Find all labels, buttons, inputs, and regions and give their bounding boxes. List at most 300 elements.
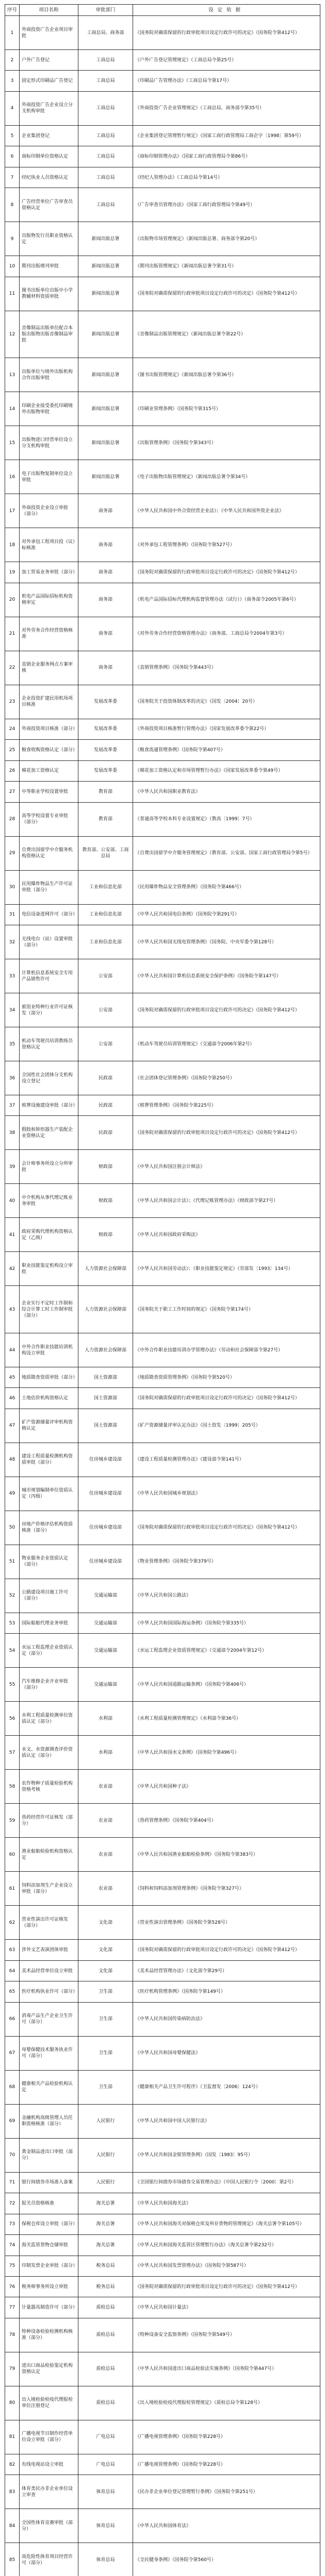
approval-department: 住房城乡建设部: [78, 1511, 133, 1545]
item-name: 职业技能鉴定机构设立审批: [20, 1252, 78, 1286]
table-row: [5, 1906, 320, 1940]
legal-basis: 《建设工程质量检测管理办法》（建设部令第141号）: [133, 1443, 320, 1477]
legal-basis: 《中华人民共和国海关监管区管理暂行办法》（海关总署令第232号）: [133, 2235, 320, 2256]
legal-basis: 《中华人民共和国计算机信息系统安全保护条例》（国务院令第147号）: [133, 959, 320, 993]
table-row: [5, 904, 320, 925]
table-row: [5, 188, 320, 222]
row-number: 50: [5, 1511, 20, 1545]
legal-basis: 《企业集团登记管理暂行规定》（国家工商行政管理局工商企字〔1998〕第59号）: [133, 125, 320, 146]
legal-basis: 《出入境检验检疫代理报检管理规定》（质检总局令第128号）: [133, 2386, 320, 2420]
table-row: [5, 2318, 320, 2352]
legal-basis: 《中华人民共和国计量法》: [133, 2297, 320, 2318]
row-number: 67: [5, 2036, 20, 2070]
legal-basis: 《兽药管理条例》（国务院令第404号）: [133, 1804, 320, 1838]
table-row: [5, 1613, 320, 1633]
table-row: [5, 528, 320, 562]
row-number: 82: [5, 2454, 20, 2475]
approval-department: 财政部: [78, 1184, 133, 1218]
header-number: 序号: [5, 5, 20, 16]
table-row: [5, 494, 320, 528]
row-number: 21: [5, 617, 20, 651]
legal-basis: 《中华人民共和国海关对保税仓库及所存货物的管理规定》（海关总署令第105号）: [133, 2214, 320, 2234]
legal-basis: 《中华人民共和国渔业船舶检验条例》（国务院令第383号）: [133, 1838, 320, 1872]
row-number: 59: [5, 1804, 20, 1838]
table-row: [5, 1770, 320, 1804]
legal-basis: 《直销管理条例》（国务院令第443号）: [133, 651, 320, 685]
legal-basis: 《对外承包工程管理条例》（国务院令第527号）: [133, 528, 320, 562]
table-row: [5, 1477, 320, 1511]
table-row: [5, 2352, 320, 2386]
row-number: 46: [5, 1388, 20, 1409]
item-name: 健康相关产品检验机构认定: [20, 2070, 78, 2104]
approval-department: 工商总局: [78, 91, 133, 125]
legal-basis: 《水运工程监理企业资质管理规定》（交通部令2004年第12号）: [133, 1634, 320, 1668]
legal-basis: 《饲料和饲料添加剂管理条例》（国务院令第327号）: [133, 1872, 320, 1906]
item-name: 有线电视站设立审批: [20, 2454, 78, 2475]
legal-basis: 《中华人民共和国海关法》: [133, 2193, 320, 2214]
item-name: 矿产资源储量评审机构资格认定: [20, 1409, 78, 1443]
legal-basis: 《矿产资源储量评审认定办法》（国土资发〔1999〕205号）: [133, 1409, 320, 1443]
table-row: [5, 71, 320, 91]
approval-department: 住房城乡建设部: [78, 1477, 133, 1511]
legal-basis: 《中华人民共和国水文条例》（国务院令第496号）: [133, 1736, 320, 1770]
item-name: 建设工程质量检测机构资质审批（部分）: [20, 1443, 78, 1477]
approval-department: 工商总局: [78, 167, 133, 188]
approval-department: 税务总局: [78, 2256, 133, 2276]
item-name: 电子出版物复制单位设立审批: [20, 460, 78, 494]
legal-basis: 《广告审查员管理办法》（国家工商行政管理局令第49号）: [133, 188, 320, 222]
table-row: [5, 311, 320, 358]
item-name: 期刊出版增刊审批: [20, 256, 78, 277]
table-row: [5, 1981, 320, 2002]
table-row: [5, 426, 320, 460]
item-name: 饲料添加剂生产企业设立审批（部分）: [20, 1872, 78, 1906]
approval-department: 人民银行: [78, 2138, 133, 2172]
approval-department: 教育部: [78, 802, 133, 836]
legal-basis: 《国务院对确需保留的行政审批项目设定行政许可的决定》（国务院令第412号）: [133, 1940, 320, 1960]
table-row: [5, 1027, 320, 1061]
row-number: 24: [5, 719, 20, 739]
item-name: 保税仓库设立审批（部分）: [20, 2214, 78, 2234]
row-number: 5: [5, 125, 20, 146]
row-number: 30: [5, 870, 20, 904]
legal-basis: 《民用爆炸物品安全管理条例》（国务院令第466号）: [133, 870, 320, 904]
row-number: 9: [5, 222, 20, 256]
row-number: 36: [5, 1061, 20, 1095]
table-row: [5, 1218, 320, 1252]
approval-department: 体育总局: [78, 2543, 133, 2576]
item-name: 民用爆炸物品生产许可证审批（部分）: [20, 870, 78, 904]
approval-department: 商务部: [78, 528, 133, 562]
approval-department: 税务总局: [78, 2277, 133, 2297]
legal-basis: 《机动车驾驶员培训管理规定》（交通部令2006年第2号）: [133, 1027, 320, 1061]
row-number: 39: [5, 1150, 20, 1184]
row-number: 2: [5, 50, 20, 71]
legal-basis: 《中华人民共和国母婴保健法》: [133, 2036, 320, 2070]
table-row: [5, 1940, 320, 1960]
row-number: 1: [5, 16, 20, 50]
legal-basis: 《中华人民共和国中外合资经营企业法》；《中华人民共和国外资企业法》: [133, 494, 320, 528]
approval-department: 工商总局: [78, 188, 133, 222]
legal-basis: 《国务院对确需保留的行政审批项目设定行政许可的决定》（国务院令第412号）: [133, 277, 320, 311]
approval-department: 国土资源部: [78, 1388, 133, 1409]
item-name: 高等学校设置专业审批（部分）: [20, 802, 78, 836]
legal-basis: 《国务院关于职工工作时间的规定》（国务院令第174号）: [133, 1286, 320, 1333]
legal-basis: 《美术品经营管理办法》（文化部令第29号）: [133, 1960, 320, 1981]
table-row: [5, 16, 320, 50]
legal-basis: 《中华人民共和国政府采购法》: [133, 1218, 320, 1252]
row-number: 32: [5, 925, 20, 959]
table-row: [5, 993, 320, 1027]
approval-department: 质检总局: [78, 2297, 133, 2318]
legal-basis: 《国务院对确需保留的行政审批项目设定行政许可的决定》（国务院令第412号）: [133, 16, 320, 50]
approval-department: 文化部: [78, 1906, 133, 1940]
item-name: 自费出国留学中介服务机构资格认定: [20, 836, 78, 870]
item-name: 商标印制单位资格认定: [20, 146, 78, 167]
legal-basis: 《中华人民共和国电信条例》（国务院令第291号）: [133, 904, 320, 925]
approval-department: 教育部: [78, 782, 133, 802]
row-number: 17: [5, 494, 20, 528]
row-number: 12: [5, 311, 20, 358]
row-number: 54: [5, 1634, 20, 1668]
approval-department: 农业部: [78, 1804, 133, 1838]
legal-basis: 《中华人民共和国会计法》；《代理记账管理办法》（财政部令第27号）: [133, 1184, 320, 1218]
approval-department: 海关总署: [78, 2214, 133, 2234]
table-row: [5, 2070, 320, 2104]
row-number: 72: [5, 2193, 20, 2214]
row-number: 61: [5, 1872, 20, 1906]
item-name: 税务师事务所设立审批: [20, 2277, 78, 2297]
item-name: 水运工程监理企业资质认定（部分）: [20, 1634, 78, 1668]
approval-department: 发展改革委: [78, 740, 133, 760]
item-name: 中介机构从事代理记账业务审批: [20, 1184, 78, 1218]
item-name: 进出口商品检验鉴定机构资格认定: [20, 2352, 78, 2386]
row-number: 76: [5, 2277, 20, 2297]
approval-department: 公安部: [78, 959, 133, 993]
table-row: [5, 2104, 320, 2138]
legal-basis: 《广播电视管理条例》（国务院令第228号）: [133, 2420, 320, 2454]
legal-basis: 《棉花加工资格认定和市场管理暂行办法》（国家发展改革委令第49号）: [133, 760, 320, 781]
approval-department: 人力资源社会保障部: [78, 1252, 133, 1286]
item-name: 对外劳务合作经营资格核准: [20, 617, 78, 651]
table-row: [5, 1333, 320, 1367]
legal-basis: 《国务院对确需保留的行政审批项目设定行政许可的决定》（国务院令第412号）: [133, 993, 320, 1027]
approval-department: 工业和信息化部: [78, 870, 133, 904]
table-row: [5, 685, 320, 719]
row-number: 71: [5, 2172, 20, 2193]
item-name: 外商投资项目核准（部分）: [20, 719, 78, 739]
approval-department: 新闻出版总署: [78, 426, 133, 460]
table-row: [5, 2214, 320, 2234]
row-number: 42: [5, 1252, 20, 1286]
item-name: 加工贸易业务审批（部分）: [20, 562, 78, 583]
item-name: 公路建设项目施工许可（部分）: [20, 1579, 78, 1613]
legal-basis: 《殡葬管理条例》（国务院令第225号）: [133, 1095, 320, 1116]
item-name: 特种设备检验检测机构核准（部分）: [20, 2318, 78, 2352]
item-name: 黄金制品进出口审批（部分）: [20, 2138, 78, 2172]
legal-basis: 《中华人民共和国职业教育法》: [133, 782, 320, 802]
legal-basis: 《中华人民共和国传染病防治法》: [133, 2002, 320, 2036]
table-row: [5, 1511, 320, 1545]
row-number: 38: [5, 1116, 20, 1150]
legal-basis: 《健康相关产品卫生许可程序》（卫监督发〔2006〕124号）: [133, 2070, 320, 2104]
item-name: 金融机构高级管理人员任职资格核准（部分）: [20, 2104, 78, 2138]
row-number: 34: [5, 993, 20, 1027]
table-row: [5, 1960, 320, 1981]
item-name: 消毒产品生产企业卫生许可（部分）: [20, 2002, 78, 2036]
approval-department: 质检总局: [78, 2352, 133, 2386]
legal-basis: 《中华人民共和国发票管理办法》（国务院令第587号）: [133, 2256, 320, 2276]
table-row: [5, 392, 320, 426]
row-number: 57: [5, 1736, 20, 1770]
item-name: 营业性演出许可证核发（部分）: [20, 1906, 78, 1940]
legal-basis: 《国务院对确需保留的行政审批项目设定行政许可的决定》（国务院令第412号）: [133, 562, 320, 583]
table-row: [5, 1286, 320, 1333]
approval-department: 公安部: [78, 993, 133, 1027]
table-row: [5, 2509, 320, 2543]
table-row: [5, 2420, 320, 2454]
item-name: 旅馆业特种行业许可证核发（部分）: [20, 993, 78, 1027]
legal-basis: 《户外广告登记管理规定》（工商总局令第25号）: [133, 50, 320, 71]
table-row: [5, 1545, 320, 1579]
table-row: [5, 2454, 320, 2475]
row-number: 85: [5, 2543, 20, 2576]
row-number: 49: [5, 1477, 20, 1511]
item-name: 全国性社会团体分支机构设立登记: [20, 1061, 78, 1095]
approval-department: 住房城乡建设部: [78, 1545, 133, 1579]
legal-basis: 《医疗机构管理条例》（国务院令第149号）: [133, 1981, 320, 2002]
table-row: [5, 1367, 320, 1388]
table-row: [5, 1150, 320, 1184]
row-number: 27: [5, 782, 20, 802]
table-row: [5, 222, 320, 256]
table-row: [5, 91, 320, 125]
legal-basis: 《图书出版管理规定》（新闻出版总署令第36号）: [133, 358, 320, 392]
legal-basis: 《出版物市场管理规定》（新闻出版总署、商务部令第20号）: [133, 222, 320, 256]
table-body: [5, 16, 320, 2576]
item-name: 机电产品国际招标机构资格审定: [20, 583, 78, 617]
approval-department: 交通运输部: [78, 1579, 133, 1613]
table-row: [5, 1634, 320, 1668]
row-number: 73: [5, 2214, 20, 2234]
item-name: 中等职业学校设置审批: [20, 782, 78, 802]
legal-basis: 《中外合作职业技能培训办学管理办法》（劳动和社会保障部令第27号）: [133, 1333, 320, 1367]
table-row: [5, 50, 320, 71]
legal-basis: 《全民健身条例》（国务院令第560号）: [133, 2543, 320, 2576]
approval-department: 工业和信息化部: [78, 925, 133, 959]
approval-department: 质检总局: [78, 2318, 133, 2352]
approval-department: 商务部: [78, 651, 133, 685]
table-row: [5, 562, 320, 583]
item-name: 水利工程质量检测单位资质认定（部分）: [20, 1702, 78, 1736]
legal-basis: 《中华人民共和国公路法》: [133, 1579, 320, 1613]
row-number: 51: [5, 1545, 20, 1579]
approval-department: 海关总署: [78, 2193, 133, 2214]
table-row: [5, 2002, 320, 2036]
row-number: 80: [5, 2386, 20, 2420]
table-row: [5, 2235, 320, 2256]
table-row: [5, 782, 320, 802]
row-number: 52: [5, 1579, 20, 1613]
table-row: [5, 719, 320, 739]
approval-department: 人力资源社会保障部: [78, 1333, 133, 1367]
table-row: [5, 277, 320, 311]
row-number: 44: [5, 1333, 20, 1367]
approval-department: 新闻出版总署: [78, 460, 133, 494]
approval-department: 新闻出版总署: [78, 222, 133, 256]
table-row: [5, 460, 320, 494]
approval-department: 工商总局: [78, 71, 133, 91]
item-name: 中外合作职业技能培训机构设立审批: [20, 1333, 78, 1367]
table-row: [5, 2172, 320, 2193]
item-name: 房地产价格评估机构资质核准（部分）: [20, 1511, 78, 1545]
item-name: 医疗机构执业许可（部分）: [20, 1981, 78, 2002]
table-row: [5, 125, 320, 146]
table-row: [5, 1702, 320, 1736]
approval-department: 交通运输部: [78, 1668, 133, 1702]
row-number: 55: [5, 1668, 20, 1702]
row-number: 4: [5, 91, 20, 125]
legal-basis: 《外商投资项目核准暂行管理办法》（国家发展改革委令第22号）: [133, 719, 320, 739]
header-approval-department: 审批部门: [78, 5, 133, 16]
row-number: 6: [5, 146, 20, 167]
item-name: 银行间债券市场准入备案: [20, 2172, 78, 2193]
row-number: 33: [5, 959, 20, 993]
item-name: 出版物进口经营单位设立分支机构审批: [20, 426, 78, 460]
legal-basis: 《社会团体登记管理条例》（国务院令第250号）: [133, 1061, 320, 1095]
approval-department: 广电总局: [78, 2454, 133, 2475]
row-number: 11: [5, 277, 20, 311]
approval-department: 水利部: [78, 1702, 133, 1736]
approval-department: 水利部: [78, 1736, 133, 1770]
approval-department: 农业部: [78, 1872, 133, 1906]
item-name: 直销企业服务网点方案审核: [20, 651, 78, 685]
item-name: 音像制品出版单位配合本版出版物出版音像制品审批: [20, 311, 78, 358]
row-number: 84: [5, 2509, 20, 2543]
item-name: 体育类民办非企业单位设立审查: [20, 2475, 78, 2509]
legal-basis: 《物业管理条例》（国务院令第379号）: [133, 1545, 320, 1579]
table-row: [5, 1668, 320, 1702]
item-name: 图书出版单位出版中小学教辅材料资质审批: [20, 277, 78, 311]
approval-department: 人民银行: [78, 2104, 133, 2138]
table-row: [5, 1252, 320, 1286]
table-row: [5, 1443, 320, 1477]
approval-department: 人力资源社会保障部: [78, 1286, 133, 1333]
item-name: 渔业船舶检验机构资格认定: [20, 1838, 78, 1872]
item-name: 外商投资企业设立审批（部分）: [20, 494, 78, 528]
table-row: [5, 760, 320, 781]
item-name: 出版物发行员职业资格认定: [20, 222, 78, 256]
item-name: 棉花加工资格认定: [20, 760, 78, 781]
item-name: 假肢和矫形器生产装配企业资格认定: [20, 1116, 78, 1150]
legal-basis: 《水利工程质量检测管理规定》（水利部令第36号）: [133, 1702, 320, 1736]
legal-basis: 《国务院对确需保留的行政审批项目设定行政许可的决定》（国务院令第412号）: [133, 2277, 320, 2297]
approval-department: 卫生部: [78, 2070, 133, 2104]
table-row: [5, 2036, 320, 2070]
legal-basis: 《民办非企业单位登记管理暂行条例》（国务院令第251号）: [133, 2475, 320, 2509]
approval-department: 卫生部: [78, 2036, 133, 2070]
approval-department: 发展改革委: [78, 719, 133, 739]
approval-department: 新闻出版总署: [78, 358, 133, 392]
legal-basis: 《出版管理条例》（国务院令第343号）: [133, 426, 320, 460]
approval-department: 商务部: [78, 617, 133, 651]
table-row: [5, 1388, 320, 1409]
row-number: 75: [5, 2256, 20, 2276]
item-name: 水文、水资源调查评价资质认定（部分）: [20, 1736, 78, 1770]
item-name: 对外承包工程项目投（议）标核准: [20, 528, 78, 562]
row-number: 13: [5, 358, 20, 392]
item-name: 电信设备进网许可（部分）: [20, 904, 78, 925]
legal-basis: 《机电产品国际招标代理机构监督管理办法（试行）》（商务部令2005年第6号）: [133, 583, 320, 617]
item-name: 土地估价机构资格认定: [20, 1388, 78, 1409]
legal-basis: 《广播电视管理条例》（国务院令第228号）: [133, 2454, 320, 2475]
row-number: 68: [5, 2070, 20, 2104]
table-row: [5, 2543, 320, 2576]
row-number: 45: [5, 1367, 20, 1388]
item-name: 城市规划编制单位资质认定（丙级）: [20, 1477, 78, 1511]
table-row: [5, 358, 320, 392]
item-name: 物业服务企业资质认定（部分）: [20, 1545, 78, 1579]
row-number: 20: [5, 583, 20, 617]
approval-department: 住房城乡建设部: [78, 1443, 133, 1477]
item-name: 企业集团登记: [20, 125, 78, 146]
row-number: 69: [5, 2104, 20, 2138]
item-name: 殡葬设施建设审批（部分）: [20, 1095, 78, 1116]
row-number: 60: [5, 1838, 20, 1872]
row-number: 37: [5, 1095, 20, 1116]
row-number: 41: [5, 1218, 20, 1252]
approval-department: 农业部: [78, 1770, 133, 1804]
row-number: 43: [5, 1286, 20, 1333]
approval-department: 质检总局: [78, 2386, 133, 2420]
table-row: [5, 2138, 320, 2172]
row-number: 47: [5, 1409, 20, 1443]
table-row: [5, 836, 320, 870]
approval-department: 财政部: [78, 1218, 133, 1252]
row-number: 56: [5, 1702, 20, 1736]
approval-department: 民政部: [78, 1061, 133, 1095]
table-row: [5, 583, 320, 617]
approval-department: 发展改革委: [78, 760, 133, 781]
row-number: 53: [5, 1613, 20, 1633]
table-row: [5, 802, 320, 836]
legal-basis: 《国务院关于投资体制改革的决定》（国发〔2004〕20号）: [133, 685, 320, 719]
legal-basis: 《中华人民共和国道路运输条例》（国务院令第406号）: [133, 1668, 320, 1702]
legal-basis: 《中华人民共和国体育法》: [133, 2509, 320, 2543]
table-row: [5, 1095, 320, 1116]
approval-department: 新闻出版总署: [78, 256, 133, 277]
item-name: 会计师事务所设立分所审批: [20, 1150, 78, 1184]
legal-basis: 《音像制品出版管理规定》（新闻出版总署令第22号）: [133, 311, 320, 358]
item-name: 印刷企业接受委托印刷境外出版物审批: [20, 392, 78, 426]
approval-department: 卫生部: [78, 2002, 133, 2036]
legal-basis: 《粮食流通管理条例》（国务院令第407号）: [133, 740, 320, 760]
table-row: [5, 146, 320, 167]
approval-department: 新闻出版总署: [78, 392, 133, 426]
table-row: [5, 2475, 320, 2509]
item-name: 政府采购代理机构资格认定（乙级）: [20, 1218, 78, 1252]
item-name: 企业实行不定时工作制和综合计算工时工作制审批（部分）: [20, 1286, 78, 1333]
table-row: [5, 925, 320, 959]
row-number: 83: [5, 2475, 20, 2509]
approval-department: 海关总署: [78, 2235, 133, 2256]
item-name: 无线电台（站）设置审批（部分）: [20, 925, 78, 959]
legal-basis: 《普通高等学校本科专业设置规定》（教高〔1999〕7号）: [133, 802, 320, 836]
table-row: [5, 1116, 320, 1150]
approval-department: 文化部: [78, 1940, 133, 1960]
approval-department: 教育部、公安部、工商总局: [78, 836, 133, 870]
row-number: 77: [5, 2297, 20, 2318]
